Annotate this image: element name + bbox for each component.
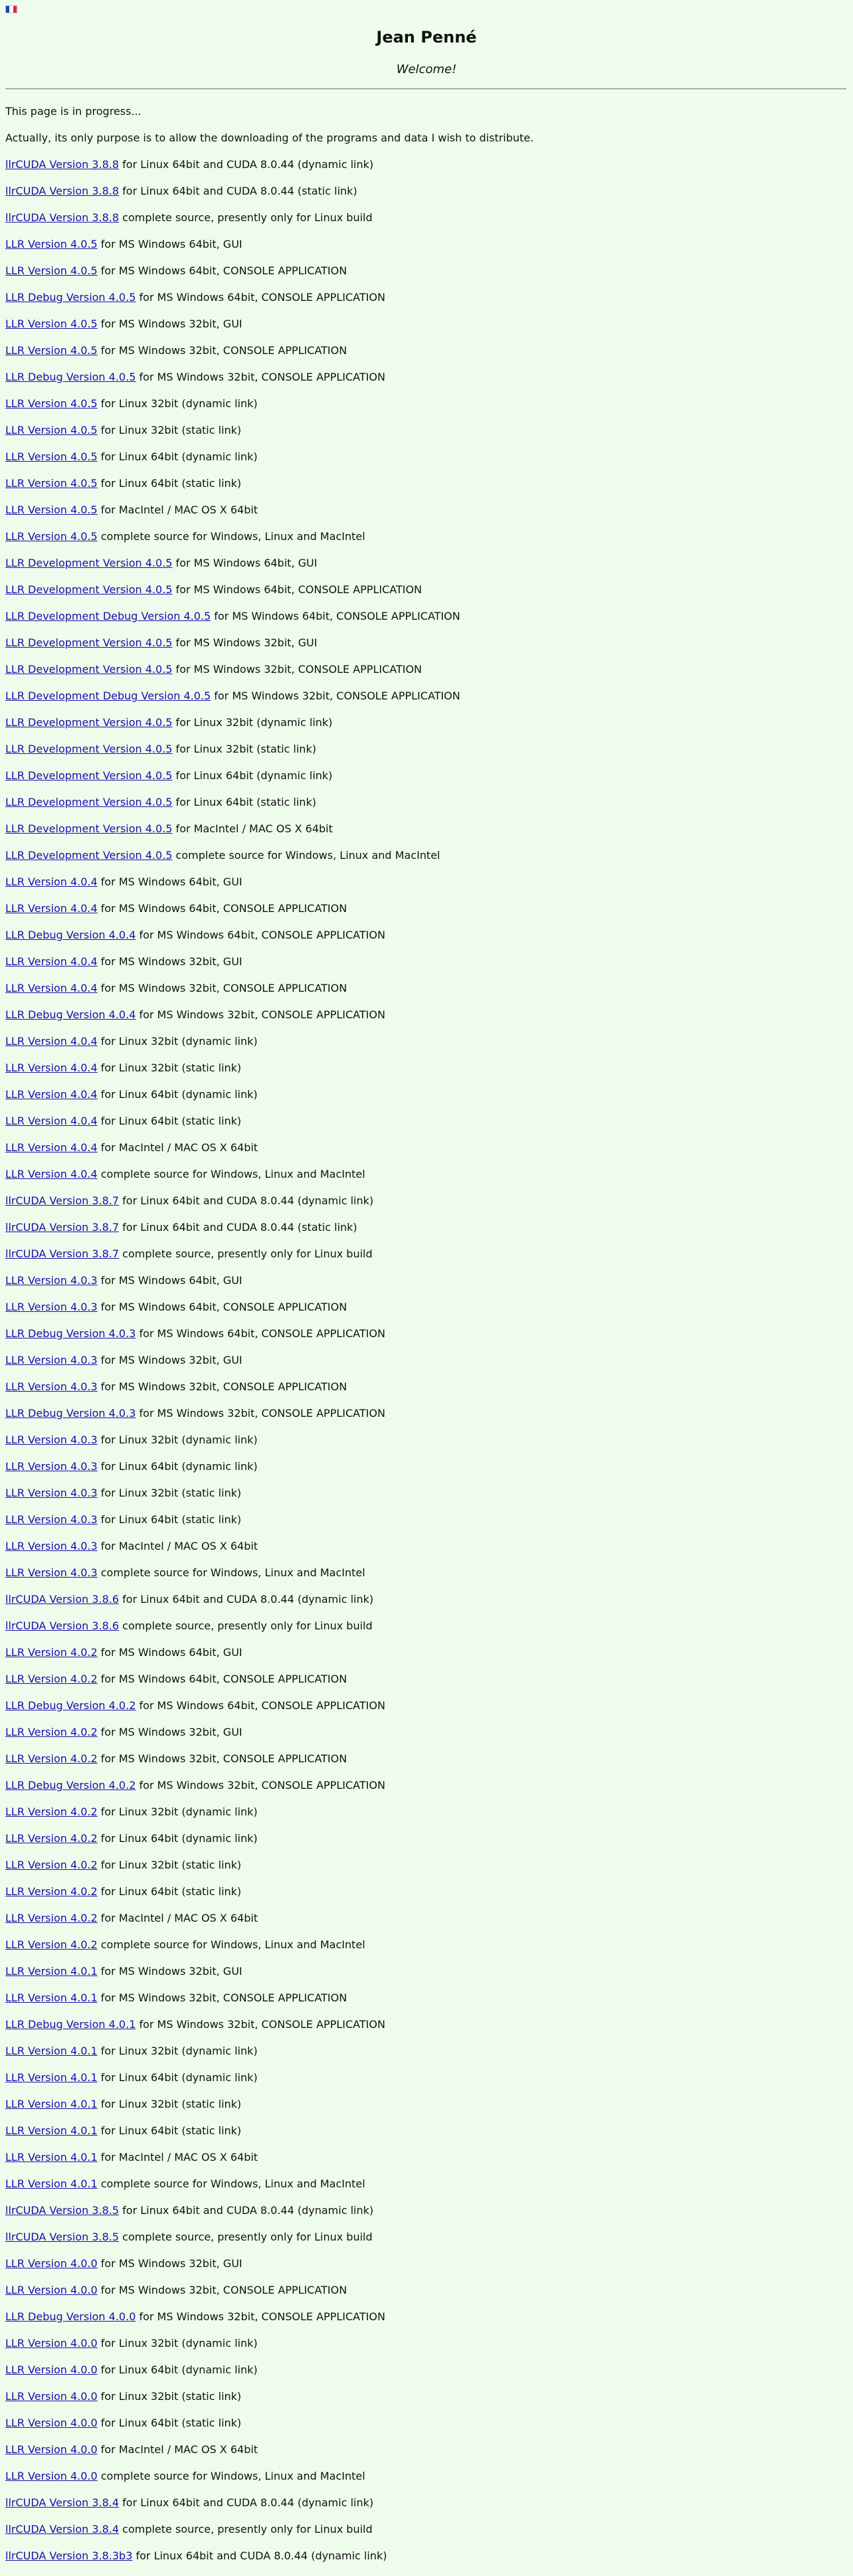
download-description: for Linux 64bit (static link) xyxy=(97,477,242,490)
download-description: for Linux 64bit and CUDA 8.0.44 (dynamic link) xyxy=(119,2496,374,2509)
download-link[interactable]: llrCUDA Version 3.8.7 xyxy=(5,1194,120,1207)
download-link[interactable]: LLR Debug Version 4.0.1 xyxy=(5,2018,136,2031)
download-entry xyxy=(5,1566,846,1593)
download-description: for Linux 64bit and CUDA 8.0.44 (dynamic link) xyxy=(119,1593,374,1606)
download-entry xyxy=(5,1141,846,1168)
download-entry xyxy=(5,1301,846,1327)
download-link[interactable]: LLR Version 4.0.4 xyxy=(5,982,98,994)
download-entry xyxy=(5,1859,846,1885)
download-link[interactable]: LLR Development Version 4.0.5 xyxy=(5,796,173,808)
download-description: for MS Windows 32bit, CONSOLE APPLICATION xyxy=(97,1380,347,1393)
download-entry xyxy=(5,1168,846,1194)
download-entry xyxy=(5,743,846,769)
download-description: complete source, presently only for Linux build xyxy=(119,2231,373,2243)
download-description: for Linux 64bit (static link) xyxy=(97,1115,242,1127)
download-link[interactable]: LLR Version 4.0.5 xyxy=(5,424,98,436)
download-description: for MS Windows 32bit, CONSOLE APPLICATION xyxy=(211,690,460,702)
download-entry xyxy=(5,2443,846,2470)
download-link[interactable]: LLR Version 4.0.3 xyxy=(5,1566,98,1579)
download-entry xyxy=(5,2337,846,2363)
download-link[interactable]: LLR Version 4.0.2 xyxy=(5,1938,98,1951)
flag-stripe-red xyxy=(13,6,17,13)
download-entry xyxy=(5,849,846,875)
download-link[interactable]: LLR Version 4.0.0 xyxy=(5,2257,98,2270)
download-link[interactable]: LLR Version 4.0.1 xyxy=(5,2045,98,2057)
download-description: for MS Windows 32bit, CONSOLE APPLICATION xyxy=(136,371,385,383)
download-description: for MS Windows 64bit, GUI xyxy=(97,1646,242,1659)
download-description: for Linux 64bit (static link) xyxy=(97,1513,242,1526)
download-entry xyxy=(5,1407,846,1433)
download-description: for MS Windows 32bit, GUI xyxy=(97,1354,242,1366)
download-list xyxy=(5,158,846,2576)
download-link[interactable]: LLR Version 4.0.5 xyxy=(5,318,98,330)
download-description: for MS Windows 32bit, CONSOLE APPLICATION xyxy=(97,2284,347,2296)
download-description: for Linux 32bit (static link) xyxy=(97,2390,242,2403)
download-description: for MS Windows 64bit, CONSOLE APPLICATION xyxy=(211,610,460,622)
download-link[interactable]: LLR Development Version 4.0.5 xyxy=(5,822,173,835)
download-link[interactable]: LLR Version 4.0.1 xyxy=(5,2177,98,2190)
download-entry xyxy=(5,2310,846,2337)
download-link[interactable]: LLR Version 4.0.3 xyxy=(5,1487,98,1499)
download-link[interactable]: LLR Version 4.0.3 xyxy=(5,1380,98,1393)
download-description: for Linux 64bit and CUDA 8.0.44 (dynamic link) xyxy=(119,158,374,171)
download-entry xyxy=(5,1008,846,1035)
download-link[interactable]: LLR Debug Version 4.0.2 xyxy=(5,1779,136,1792)
download-description: for MS Windows 64bit, CONSOLE APPLICATION xyxy=(97,1301,347,1313)
download-link[interactable]: LLR Development Version 4.0.5 xyxy=(5,663,173,676)
download-link[interactable]: LLR Version 4.0.5 xyxy=(5,477,98,490)
download-entry xyxy=(5,1088,846,1115)
download-link[interactable]: llrCUDA Version 3.8.8 xyxy=(5,211,120,224)
download-link[interactable]: llrCUDA Version 3.8.4 xyxy=(5,2523,120,2535)
download-link[interactable]: LLR Development Debug Version 4.0.5 xyxy=(5,690,211,702)
download-link[interactable]: LLR Version 4.0.4 xyxy=(5,1115,98,1127)
download-entry xyxy=(5,1752,846,1779)
download-link[interactable]: LLR Version 4.0.4 xyxy=(5,1141,98,1154)
download-entry xyxy=(5,2257,846,2284)
download-entry xyxy=(5,1540,846,1566)
download-description: for Linux 32bit (static link) xyxy=(97,424,242,436)
download-description: for Linux 64bit (dynamic link) xyxy=(172,769,333,782)
download-description: for MS Windows 64bit, CONSOLE APPLICATION xyxy=(172,583,422,596)
download-entry xyxy=(5,1221,846,1247)
download-entry xyxy=(5,1354,846,1380)
download-entry xyxy=(5,1460,846,1487)
download-link[interactable]: LLR Version 4.0.3 xyxy=(5,1540,98,1552)
download-link[interactable]: LLR Debug Version 4.0.3 xyxy=(5,1407,136,1420)
download-description: for MS Windows 32bit, CONSOLE APPLICATION xyxy=(97,982,347,994)
download-description: for Linux 32bit (static link) xyxy=(172,743,316,755)
page-title: Jean Penné xyxy=(376,28,477,46)
download-link[interactable]: LLR Development Version 4.0.5 xyxy=(5,636,173,649)
download-entry xyxy=(5,929,846,955)
download-description: for MS Windows 32bit, CONSOLE APPLICATION xyxy=(172,663,422,676)
purpose-notice: Actually, its only purpose is to allow the downloading of the programs and data I wish to distribute. xyxy=(5,132,534,144)
download-link[interactable]: LLR Version 4.0.0 xyxy=(5,2363,98,2376)
download-link[interactable]: LLR Version 4.0.4 xyxy=(5,902,98,915)
download-link[interactable]: LLR Debug Version 4.0.3 xyxy=(5,1327,136,1340)
download-description: for Linux 64bit (static link) xyxy=(97,2417,242,2429)
download-description: for MS Windows 32bit, GUI xyxy=(172,636,318,649)
download-entry xyxy=(5,477,846,504)
download-link[interactable]: LLR Version 4.0.4 xyxy=(5,875,98,888)
download-entry xyxy=(5,1593,846,1619)
download-description: for Linux 32bit (static link) xyxy=(97,1487,242,1499)
download-link[interactable]: LLR Version 4.0.0 xyxy=(5,2470,98,2482)
download-description: for MS Windows 64bit, GUI xyxy=(97,1274,242,1287)
download-link[interactable]: LLR Version 4.0.0 xyxy=(5,2337,98,2349)
download-description: for MS Windows 64bit, GUI xyxy=(97,875,242,888)
download-entry xyxy=(5,1673,846,1699)
download-link[interactable]: LLR Development Version 4.0.5 xyxy=(5,583,173,596)
download-description: for Linux 64bit and CUDA 8.0.44 (dynamic link) xyxy=(119,1194,374,1207)
download-entry xyxy=(5,716,846,743)
download-description: for MS Windows 64bit, CONSOLE APPLICATION xyxy=(97,902,347,915)
download-entry xyxy=(5,1699,846,1726)
download-entry xyxy=(5,769,846,796)
download-description: for Linux 64bit and CUDA 8.0.44 (dynamic link) xyxy=(119,2204,374,2217)
download-entry xyxy=(5,2549,846,2576)
download-link[interactable]: llrCUDA Version 3.8.7 xyxy=(5,1247,120,1260)
download-entry xyxy=(5,1965,846,1991)
download-description: for MS Windows 32bit, CONSOLE APPLICATION xyxy=(97,1752,347,1765)
download-link[interactable]: LLR Version 4.0.2 xyxy=(5,1885,98,1898)
download-description: for MS Windows 64bit, GUI xyxy=(97,238,242,250)
download-link[interactable]: LLR Debug Version 4.0.5 xyxy=(5,291,136,304)
download-description: complete source for Windows, Linux and MacIntel xyxy=(97,1938,365,1951)
download-description: for MS Windows 64bit, CONSOLE APPLICATION xyxy=(136,1699,385,1712)
header-divider xyxy=(5,88,846,90)
download-link[interactable]: LLR Version 4.0.1 xyxy=(5,1965,98,1978)
download-description: for MS Windows 64bit, CONSOLE APPLICATION xyxy=(136,1327,385,1340)
download-link[interactable]: llrCUDA Version 3.8.7 xyxy=(5,1221,120,1234)
download-entry xyxy=(5,1912,846,1938)
download-entry xyxy=(5,2204,846,2231)
download-description: for Linux 64bit (static link) xyxy=(172,796,316,808)
download-link[interactable]: llrCUDA Version 3.8.4 xyxy=(5,2496,120,2509)
download-entry xyxy=(5,397,846,424)
download-description: for Linux 32bit (dynamic link) xyxy=(97,1805,258,1818)
download-description: for MS Windows 32bit, CONSOLE APPLICATION xyxy=(136,1407,385,1420)
download-link[interactable]: LLR Version 4.0.1 xyxy=(5,2124,98,2137)
download-link[interactable]: llrCUDA Version 3.8.8 xyxy=(5,158,120,171)
download-entry xyxy=(5,1274,846,1301)
download-entry xyxy=(5,318,846,344)
download-link[interactable]: LLR Version 4.0.3 xyxy=(5,1513,98,1526)
download-description: for MS Windows 32bit, GUI xyxy=(97,1965,242,1978)
download-description: complete source for Windows, Linux and MacIntel xyxy=(97,1566,365,1579)
download-entry xyxy=(5,530,846,557)
download-description: complete source for Windows, Linux and MacIntel xyxy=(97,2470,365,2482)
download-entry xyxy=(5,2071,846,2098)
download-link[interactable]: LLR Version 4.0.5 xyxy=(5,264,98,277)
download-link[interactable]: LLR Version 4.0.2 xyxy=(5,1859,98,1871)
download-description: complete source for Windows, Linux and MacIntel xyxy=(97,1168,365,1180)
download-link[interactable]: LLR Version 4.0.3 xyxy=(5,1354,98,1366)
download-link[interactable]: LLR Version 4.0.5 xyxy=(5,504,98,516)
download-link[interactable]: LLR Version 4.0.5 xyxy=(5,450,98,463)
download-entry xyxy=(5,610,846,636)
download-description: for MS Windows 64bit, CONSOLE APPLICATION xyxy=(136,291,385,304)
download-entry xyxy=(5,185,846,211)
progress-notice: This page is in progress... xyxy=(5,105,142,118)
download-link[interactable]: LLR Version 4.0.2 xyxy=(5,1805,98,1818)
download-description: for MS Windows 32bit, CONSOLE APPLICATION xyxy=(136,1779,385,1792)
download-entry xyxy=(5,2496,846,2523)
download-description: for MacIntel / MAC OS X 64bit xyxy=(97,504,258,516)
download-description: for MS Windows 32bit, CONSOLE APPLICATION xyxy=(97,1991,347,2004)
download-entry xyxy=(5,1194,846,1221)
download-entry xyxy=(5,557,846,583)
download-description: for Linux 32bit (static link) xyxy=(97,1061,242,1074)
download-link[interactable]: LLR Development Version 4.0.5 xyxy=(5,849,173,862)
download-entry xyxy=(5,1646,846,1673)
download-entry xyxy=(5,955,846,982)
download-link[interactable]: LLR Debug Version 4.0.2 xyxy=(5,1699,136,1712)
download-link[interactable]: LLR Version 4.0.0 xyxy=(5,2390,98,2403)
download-description: for MS Windows 32bit, CONSOLE APPLICATION xyxy=(136,2310,385,2323)
download-entry xyxy=(5,2045,846,2071)
download-description: for Linux 64bit (dynamic link) xyxy=(97,1460,258,1473)
download-entry xyxy=(5,1805,846,1832)
download-description: for Linux 32bit (dynamic link) xyxy=(97,397,258,410)
download-description: for MS Windows 32bit, GUI xyxy=(97,1726,242,1738)
download-entry xyxy=(5,875,846,902)
download-link[interactable]: LLR Version 4.0.3 xyxy=(5,1460,98,1473)
download-description: for MS Windows 32bit, CONSOLE APPLICATION xyxy=(97,344,347,357)
download-link[interactable]: LLR Version 4.0.3 xyxy=(5,1301,98,1313)
download-link[interactable]: LLR Version 4.0.4 xyxy=(5,1088,98,1101)
download-link[interactable]: LLR Version 4.0.2 xyxy=(5,1752,98,1765)
download-description: complete source for Windows, Linux and MacIntel xyxy=(97,530,365,543)
download-entry xyxy=(5,344,846,371)
download-description: for MacIntel / MAC OS X 64bit xyxy=(97,1540,258,1552)
download-description: for Linux 32bit (dynamic link) xyxy=(97,1035,258,1048)
download-entry xyxy=(5,796,846,822)
download-link[interactable]: llrCUDA Version 3.8.3b3 xyxy=(5,2549,133,2562)
download-entry xyxy=(5,1247,846,1274)
download-link[interactable]: LLR Debug Version 4.0.4 xyxy=(5,1008,136,1021)
download-link[interactable]: LLR Version 4.0.5 xyxy=(5,344,98,357)
download-description: for Linux 64bit (dynamic link) xyxy=(97,1088,258,1101)
download-entry xyxy=(5,1433,846,1460)
download-entry xyxy=(5,264,846,291)
download-entry xyxy=(5,1938,846,1965)
download-link[interactable]: LLR Version 4.0.1 xyxy=(5,2151,98,2163)
download-description: for Linux 64bit (dynamic link) xyxy=(97,2363,258,2376)
download-entry xyxy=(5,1380,846,1407)
download-entry xyxy=(5,371,846,397)
download-link[interactable]: LLR Version 4.0.0 xyxy=(5,2443,98,2456)
download-link[interactable]: LLR Version 4.0.2 xyxy=(5,1646,98,1659)
download-link[interactable]: LLR Version 4.0.5 xyxy=(5,238,98,250)
download-entry xyxy=(5,1035,846,1061)
download-link[interactable]: LLR Version 4.0.5 xyxy=(5,530,98,543)
download-description: for Linux 32bit (dynamic link) xyxy=(97,2045,258,2057)
download-entry xyxy=(5,238,846,264)
download-description: for MS Windows 64bit, CONSOLE APPLICATION xyxy=(97,1673,347,1685)
download-link[interactable]: LLR Debug Version 4.0.0 xyxy=(5,2310,136,2323)
download-link[interactable]: LLR Version 4.0.3 xyxy=(5,1433,98,1446)
download-description: for MS Windows 32bit, GUI xyxy=(97,318,242,330)
download-description: for Linux 32bit (dynamic link) xyxy=(97,2337,258,2349)
download-entry xyxy=(5,450,846,477)
download-entry xyxy=(5,504,846,530)
download-entry xyxy=(5,424,846,450)
download-entry xyxy=(5,211,846,238)
download-entry xyxy=(5,2363,846,2390)
download-description: complete source for Windows, Linux and MacIntel xyxy=(97,2177,365,2190)
download-description: for MacIntel / MAC OS X 64bit xyxy=(172,822,333,835)
welcome-message: Welcome! xyxy=(396,62,457,76)
download-link[interactable]: llrCUDA Version 3.8.5 xyxy=(5,2204,120,2217)
french-flag-icon[interactable] xyxy=(5,5,17,13)
download-description: complete source, presently only for Linux build xyxy=(119,211,373,224)
download-entry xyxy=(5,1115,846,1141)
download-entry xyxy=(5,690,846,716)
download-entry xyxy=(5,1991,846,2018)
download-description: complete source, presently only for Linux build xyxy=(119,1247,373,1260)
download-entry xyxy=(5,2390,846,2417)
download-description: for Linux 64bit (dynamic link) xyxy=(97,1832,258,1845)
download-link[interactable]: LLR Version 4.0.2 xyxy=(5,1673,98,1685)
download-link[interactable]: LLR Version 4.0.4 xyxy=(5,1061,98,1074)
download-description: complete source, presently only for Linux build xyxy=(119,2523,373,2535)
download-entry xyxy=(5,2124,846,2151)
download-link[interactable]: LLR Version 4.0.2 xyxy=(5,1912,98,1924)
download-entry xyxy=(5,1779,846,1805)
download-entry xyxy=(5,636,846,663)
download-entry xyxy=(5,2177,846,2204)
download-entry xyxy=(5,2417,846,2443)
download-entry xyxy=(5,1619,846,1646)
download-link[interactable]: LLR Version 4.0.4 xyxy=(5,1035,98,1048)
download-entry xyxy=(5,2284,846,2310)
download-link[interactable]: LLR Version 4.0.1 xyxy=(5,2071,98,2084)
download-description: for Linux 64bit (static link) xyxy=(97,1885,242,1898)
download-link[interactable]: LLR Version 4.0.1 xyxy=(5,1991,98,2004)
download-link[interactable]: LLR Development Debug Version 4.0.5 xyxy=(5,610,211,622)
download-description: for Linux 32bit (dynamic link) xyxy=(172,716,333,729)
download-link[interactable]: LLR Debug Version 4.0.5 xyxy=(5,371,136,383)
download-description: complete source for Windows, Linux and MacIntel xyxy=(172,849,440,862)
download-link[interactable]: LLR Development Version 4.0.5 xyxy=(5,769,173,782)
download-link[interactable]: LLR Version 4.0.5 xyxy=(5,397,98,410)
download-entry xyxy=(5,1832,846,1859)
download-link[interactable]: LLR Development Version 4.0.5 xyxy=(5,743,173,755)
download-entry xyxy=(5,158,846,185)
download-link[interactable]: LLR Version 4.0.4 xyxy=(5,955,98,968)
download-link[interactable]: LLR Version 4.0.0 xyxy=(5,2417,98,2429)
download-link[interactable]: llrCUDA Version 3.8.6 xyxy=(5,1619,120,1632)
download-description: for MacIntel / MAC OS X 64bit xyxy=(97,2443,258,2456)
download-link[interactable]: LLR Version 4.0.2 xyxy=(5,1726,98,1738)
download-entry xyxy=(5,1885,846,1912)
download-entry xyxy=(5,663,846,690)
download-entry xyxy=(5,1061,846,1088)
download-description: for MS Windows 32bit, CONSOLE APPLICATION xyxy=(136,2018,385,2031)
download-description: for Linux 64bit and CUDA 8.0.44 (dynamic link) xyxy=(132,2549,387,2562)
download-description: for Linux 64bit (dynamic link) xyxy=(97,450,258,463)
download-description: for MS Windows 32bit, CONSOLE APPLICATION xyxy=(136,1008,385,1021)
download-description: for Linux 64bit and CUDA 8.0.44 (static link) xyxy=(119,185,357,197)
download-entry xyxy=(5,822,846,849)
download-description: for MacIntel / MAC OS X 64bit xyxy=(97,1141,258,1154)
download-description: for MS Windows 64bit, CONSOLE APPLICATION xyxy=(136,929,385,941)
download-link[interactable]: llrCUDA Version 3.8.8 xyxy=(5,185,120,197)
download-entry xyxy=(5,982,846,1008)
download-link[interactable]: LLR Debug Version 4.0.4 xyxy=(5,929,136,941)
download-description: for MacIntel / MAC OS X 64bit xyxy=(97,1912,258,1924)
download-entry xyxy=(5,2018,846,2045)
download-link[interactable]: LLR Version 4.0.1 xyxy=(5,2098,98,2110)
download-entry xyxy=(5,2470,846,2496)
download-description: for MS Windows 64bit, GUI xyxy=(172,557,318,569)
download-entry xyxy=(5,1327,846,1354)
download-description: for Linux 64bit (dynamic link) xyxy=(97,2071,258,2084)
download-description: for Linux 64bit and CUDA 8.0.44 (static link) xyxy=(119,1221,357,1234)
download-description: for Linux 32bit (static link) xyxy=(97,1859,242,1871)
download-description: for MacIntel / MAC OS X 64bit xyxy=(97,2151,258,2163)
download-entry xyxy=(5,902,846,929)
download-link[interactable]: llrCUDA Version 3.8.6 xyxy=(5,1593,120,1606)
download-link[interactable]: LLR Development Version 4.0.5 xyxy=(5,716,173,729)
download-entry xyxy=(5,1487,846,1513)
download-description: for MS Windows 32bit, GUI xyxy=(97,955,242,968)
download-description: for Linux 32bit (dynamic link) xyxy=(97,1433,258,1446)
download-description: for MS Windows 64bit, CONSOLE APPLICATION xyxy=(97,264,347,277)
download-entry xyxy=(5,2231,846,2257)
download-link[interactable]: LLR Development Version 4.0.5 xyxy=(5,557,173,569)
download-entry xyxy=(5,1513,846,1540)
download-description: for Linux 32bit (static link) xyxy=(97,2098,242,2110)
download-description: for Linux 64bit (static link) xyxy=(97,2124,242,2137)
download-link[interactable]: LLR Version 4.0.0 xyxy=(5,2284,98,2296)
download-description: for MS Windows 32bit, GUI xyxy=(97,2257,242,2270)
download-link[interactable]: llrCUDA Version 3.8.5 xyxy=(5,2231,120,2243)
download-entry xyxy=(5,2151,846,2177)
download-entry xyxy=(5,583,846,610)
download-link[interactable]: LLR Version 4.0.3 xyxy=(5,1274,98,1287)
download-entry xyxy=(5,291,846,318)
download-description: complete source, presently only for Linux build xyxy=(119,1619,373,1632)
download-entry xyxy=(5,2523,846,2549)
download-link[interactable]: LLR Version 4.0.2 xyxy=(5,1832,98,1845)
download-entry xyxy=(5,2098,846,2124)
download-entry xyxy=(5,1726,846,1752)
download-link[interactable]: LLR Version 4.0.4 xyxy=(5,1168,98,1180)
